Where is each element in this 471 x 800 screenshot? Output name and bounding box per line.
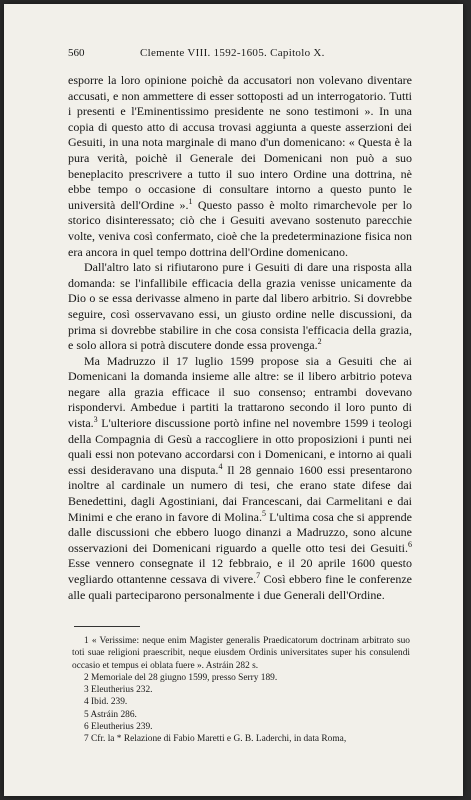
footnote-ref[interactable]: 3 [93, 415, 98, 425]
footnote-ref[interactable]: 4 [218, 461, 223, 471]
book-page [4, 4, 463, 796]
footnote: 3 Eleutherius 232. [84, 685, 153, 696]
footnote-ref[interactable]: 6 [408, 539, 412, 549]
footnote-ref[interactable]: 2 [317, 337, 322, 347]
paragraph: Ma Madruzzo il 17 luglio 1599 propose sia a Gesuiti che ai Domenicani la domanda insieme alle altre: se il libero arbitrio poteva negare alla grazia efficace il suo consenso; entrambi dovevano rispondervi. Ambedue i partiti la trattarono secondo il loro punto di vista.$^3$ L'ulteriore discussione portò infine nel novembre 1599 i teologi della Compagnia di Gesù a raccogliere in otto proposizioni i punti nei quali essi non potevano accordarsi con i Domenicani, e intorno ai quali essi desideravano una disputa.$^4$ Il 28 gennaio 1600 essi presentarono inoltre al cardinale un numero di tesi, che erano state difese dai Benedettini, dagli Agostiniani, dai Francescani, dai Carmelitani e dai Minimi e che erano in favore di Molina.$^5$ L'ultima cosa che si apprende dalle discussioni che ebbero luogo dinanzi a Madruzzo, sono alcune osservazioni dei Domenicani riguardo a quelle otto tesi dei Gesuiti.$^6$ Esse vennero consegnate il 12 febbraio, e il 20 aprile 1600 questo vegliardo ottantenne cessava di vivere.$^7$ Così ebbero fine le conferenze alle quali parteciparono personalmente i due Generali dell'Ordine. [68, 353, 413, 602]
body-text [68, 73, 412, 603]
page-number: 560 [68, 47, 85, 59]
footnote: 7 Cfr. la * Relazione di Fabio Maretti e G. B. Laderchi, in data Roma, [84, 734, 347, 745]
footnote-ref[interactable]: 7 [256, 571, 261, 580]
footnote: 1 « Verissime: neque enim Magister generalis Praedicatorum doctrinam arbitrato suo toti suae religioni praescribit, neque eiusdem Ordinis universitates super his consulendi occasio et tempus ei oblata fuere ». Astráin 282 s. [72, 636, 410, 671]
paragraph: Dall'altro lato si rifiutarono pure i Gesuiti di dare una risposta alla domanda: se l'infallibile efficacia della grazia venisse unicamente da Dio o se essa derivasse almeno in parte dal libero arbitrio. Si dovrebbe seguire, così osservavano essi, un giusto ordine nelle discussioni, da prima si dovrebbe stabilire in che cosa consista l'efficacia della grazia, e solo allora si potrà discutere donde essa provenga.$^2$ [68, 260, 412, 353]
footnote: 2 Memoriale del 28 giugno 1599, presso Serry 189. [84, 672, 278, 683]
footnote-ref[interactable]: 1 [188, 196, 193, 206]
footnote: 6 Eleutherius 239. [84, 722, 153, 733]
paragraph: esporre la loro opinione poichè da accusatori non volevano diventare accusati, e non ammettere di esser sottoposti ad un interrogatorio. Tutti i presenti e l'Eminentissimo presidente ne sono testimoni ». In una copia di questo atto di accusa trovasi aggiunta a queste asserzioni dei Gesuiti, in una nota marginale di mano d'un domenicano: « Questa è la pura verità, poichè il Generale dei Domenicani non può a suo beneplacito prescrivere a tutto il suo intero Ordine una dottrina, nè ebbe tempo o occasione di consultare intorno a questo punto le università dell'Ordine ».$^1$ Questo passo è molto rimarchevole per lo storico disinteressato; ciò che i Gesuiti avevano sostenuto parecchie volte, veniva così confermato, cioè che la predeterminazione fisica non era ancora in quel tempo dottrina dell'Ordine domenicano. [68, 73, 412, 259]
footnotes [72, 635, 410, 746]
footnote-rule [74, 626, 140, 627]
footnote: 4 Ibid. 239. [84, 697, 128, 708]
footnote-ref[interactable]: 5 [261, 508, 266, 518]
running-title: Clemente VIII. 1592-1605. Capitolo X. [140, 47, 325, 59]
footnote: 5 Astráin 286. [84, 709, 137, 720]
